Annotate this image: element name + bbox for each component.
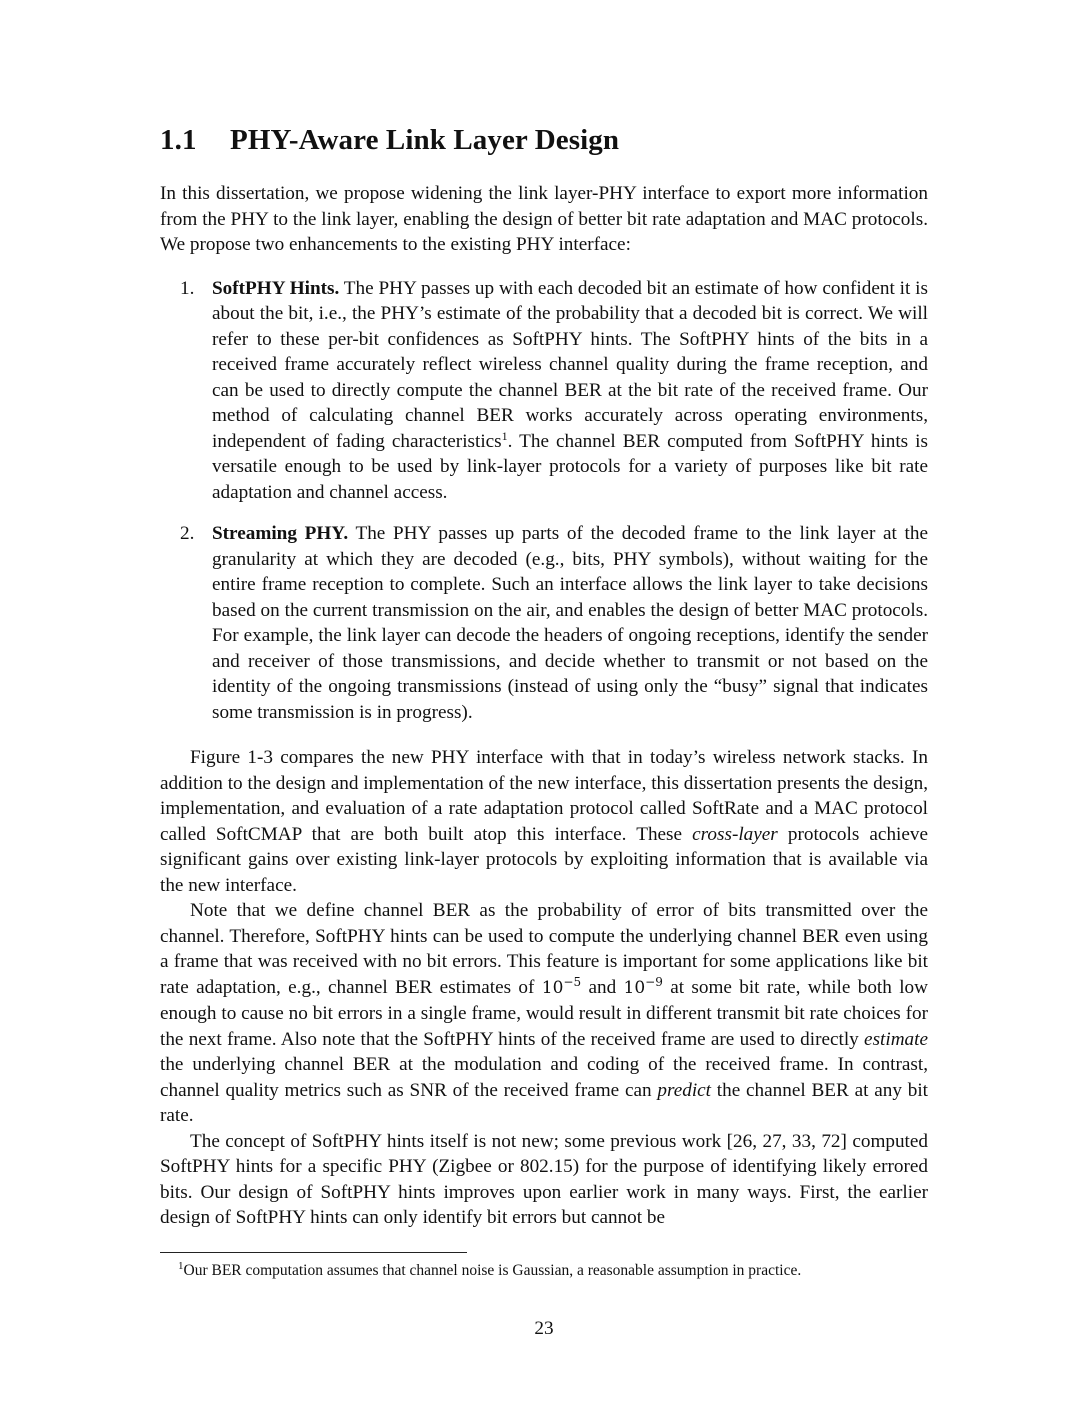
footnote-divider: [160, 1252, 467, 1253]
list-item-paragraph: [212, 521, 928, 725]
emphasis-predict: predict: [657, 1079, 712, 1101]
list-item-text: The PHY passes up parts of the decoded frame to the link layer at the granularity at which they are decoded (e.g., bits, PHY symbols), without waiting for the entire frame reception to complete. Such an interface allows the link layer to take decisions based on the current transmission on the air, and enables the design of better MAC protocols. For example, the link layer can decode the headers of ongoing receptions, identify the sender and receiver of those transmissions, and decide whether to transmit or not based on the identity of the ongoing transmissions (instead of using only the “busy” signal that indicates some transmission is in progress).: [212, 523, 928, 723]
intro-paragraph: In this dissertation, we propose widening the link layer-PHY interface to export more information from the PHY to the link layer, enabling the design of better bit rate adaptation and MAC protocols. We propose two enhancements to the existing PHY interface:: [160, 183, 928, 255]
enhancements-list: [160, 276, 928, 726]
section-number: 1.1: [160, 124, 197, 156]
list-item-text-part1: The PHY passes up with each decoded bit an estimate of how confident it is about the bit, i.e., the PHY’s estimate of the probability that a decoded bit is correct. We will refer to these per-bit confidences as SoftPHY hints. The SoftPHY hints of the bits in a received frame accurately reflect wireless channel quality during the frame reception, and can be used to directly compute the channel BER at the bit rate of the received frame. Our method of calculating channel BER works accurately across operating environments, independent of fading characteristics: [212, 277, 928, 452]
list-item-text-part2: . The channel BER computed from SoftPHY hints is versatile enough to be used by link-layer protocols for a variety of purposes like bit rate adaptation and channel access.: [212, 430, 928, 503]
footnote-reference[interactable]: 1: [501, 428, 508, 443]
math-ber-estimate-1: $10^{-5}$: [541, 974, 582, 998]
page-number: 23: [534, 1318, 554, 1339]
paragraph-channel-ber: [160, 898, 928, 1129]
paragraph-text: the channel BER at any bit rate.: [160, 1079, 928, 1126]
list-item-title: SoftPHY Hints.: [212, 277, 340, 299]
paragraph-text: and: [581, 976, 624, 998]
list-number: 2.: [180, 523, 195, 544]
list-item-streaming-phy: [160, 521, 928, 725]
paragraph-softphy-concept: The concept of SoftPHY hints itself is not new; some previous work [26, 27, 33, 72] computed SoftPHY hints for a specific PHY (Zigbee or 802.15) for the purpose of identifying likely errored bits. Our design of SoftPHY hints improves upon earlier work in many ways. First, the earlier design of SoftPHY hints can only identify bit errors but cannot be: [160, 1130, 928, 1228]
emphasis-cross-layer: cross-layer: [692, 823, 778, 845]
paragraph-text: Figure 1-3 compares the new PHY interface with that in today’s wireless network stacks. In addition to the design and implementation of the new interface, this dissertation presents the design, implementation, and evaluation of a rate adaptation protocol called SoftRate and a MAC protocol called SoftCMAP that are both built atop this interface. These: [160, 747, 928, 845]
list-item-title: Streaming PHY.: [212, 523, 349, 544]
footnote-text: Our BER computation assumes that channel noise is Gaussian, a reasonable assumption in practice.: [183, 1262, 802, 1279]
paragraph-figure-comparison: [160, 745, 928, 898]
section-title: PHY-Aware Link Layer Design: [230, 124, 620, 156]
paragraph-text: Note that we define channel BER as the probability of error of bits transmitted over the channel. Therefore, SoftPHY hints can be used to compute the underlying channel BER even using a frame that was received with no bit errors. This feature is important for some applications like bit rate adaptation, e.g., channel BER estimates of: [160, 900, 928, 998]
paragraph-text: protocols achieve significant gains over existing link-layer protocols by exploiting information that is available via the new interface.: [160, 823, 928, 896]
footnote-mark: 1: [178, 1260, 184, 1272]
math-ber-estimate-2: $10^{-9}$: [623, 974, 663, 998]
list-number: 1.: [180, 277, 195, 299]
footnote: [160, 1260, 928, 1282]
page-body: [160, 120, 928, 1231]
list-item-paragraph: [212, 276, 928, 506]
emphasis-estimate: estimate: [864, 1028, 928, 1050]
paragraph-text: the underlying channel BER at the modulation and coding of the received frame. In contrast, channel quality metrics such as SNR of the received frame can: [160, 1054, 928, 1101]
list-item-softphy-hints: [160, 276, 928, 506]
paragraph-text: at some bit rate, while both low enough to cause no bit errors in a single frame, would result in different transmit bit rate choices for the next frame. Also note that the SoftPHY hints of the received frame are used to directly: [160, 976, 928, 1050]
section-heading: [160, 120, 928, 160]
